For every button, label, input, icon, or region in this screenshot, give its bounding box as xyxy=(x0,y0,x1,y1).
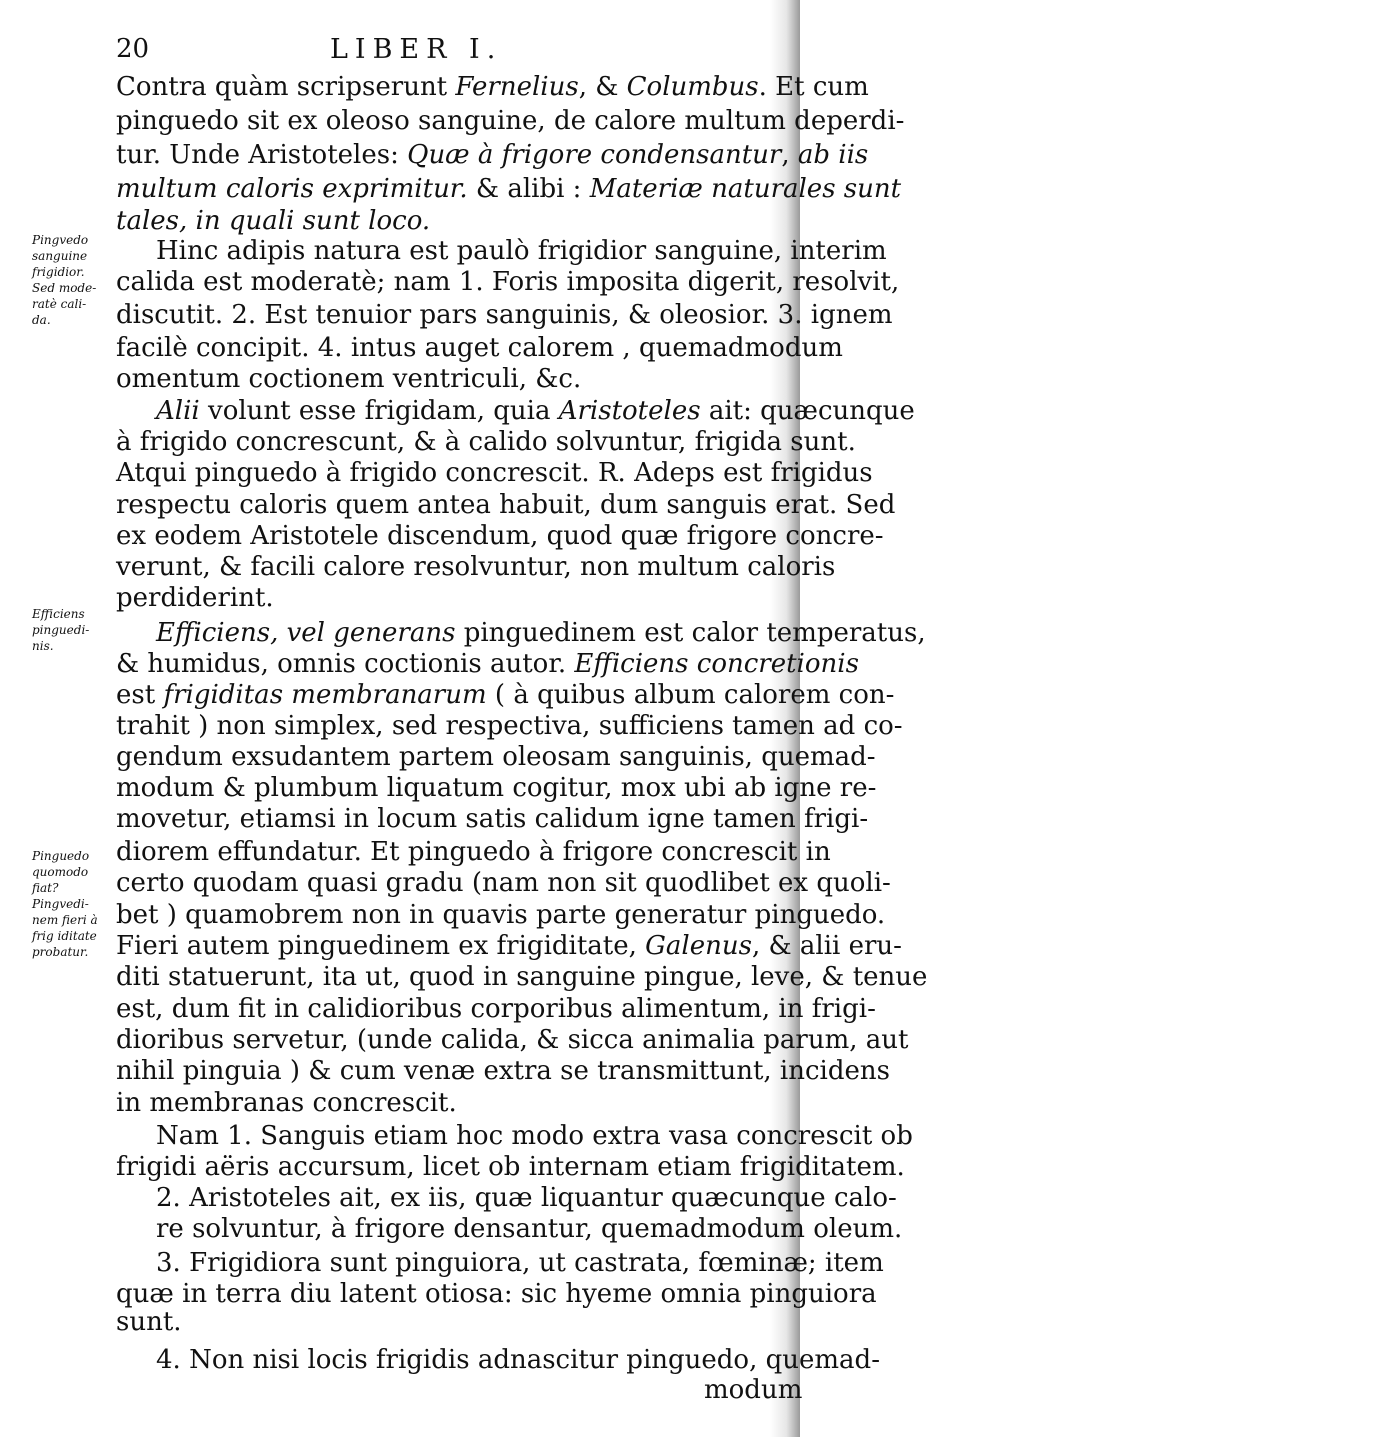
margin-note-line: Pingvedo xyxy=(32,233,89,247)
roman-text: Fieri autem pinguedinem ex frigiditate, xyxy=(116,931,646,961)
text-line xyxy=(116,960,928,994)
roman-text: ait: quæcunque xyxy=(700,396,915,426)
italic-text: frigiditas membranarum xyxy=(163,680,487,710)
roman-text: re solvuntur, à frigore densantur, quemadmodum oleum. xyxy=(156,1214,903,1244)
roman-text: frigidi aëris accursum, licet ob internam etiam frigiditatem. xyxy=(116,1152,905,1182)
roman-text: volunt esse frigidam, quia xyxy=(199,396,559,426)
roman-text: Nam 1. Sanguis etiam hoc modo extra vasa concrescit ob xyxy=(156,1121,913,1151)
roman-text: Contra quàm scripserunt xyxy=(116,72,456,102)
text-line xyxy=(116,519,884,553)
roman-text: 2. Aristoteles ait, ex iis, quæ liquantur quæcunque calo- xyxy=(156,1183,897,1213)
italic-text: ab iis xyxy=(797,140,869,170)
margin-note-line: ratè cali- xyxy=(32,297,87,311)
roman-text: est, dum fit in calidioribus corporibus alimentum, in frigi- xyxy=(116,994,876,1024)
page-number: 20 xyxy=(116,34,150,64)
roman-text: . Et cum xyxy=(758,72,869,102)
text-line xyxy=(116,70,869,104)
roman-text: movetur, etiamsi in locum satis calidum igne tamen frigi- xyxy=(116,804,869,834)
text-line xyxy=(116,709,903,743)
page-header xyxy=(0,34,800,70)
roman-text: , xyxy=(781,140,798,170)
italic-text: Fernelius xyxy=(455,72,579,102)
roman-text: Atqui pinguedo à frigido concrescit. R. Adeps est frigidus xyxy=(116,458,873,488)
italic-text: Quæ à frigore condensantur xyxy=(407,140,782,170)
text-line xyxy=(116,678,895,712)
italic-text: Columbus xyxy=(626,72,759,102)
text-line xyxy=(116,647,859,681)
roman-text: discutit. 2. Est tenuior pars sanguinis, & oleosior. 3. ignem xyxy=(116,300,893,330)
running-head: LIBER I. xyxy=(330,34,503,65)
margin-note-line: frigidior. xyxy=(32,265,85,279)
margin-note-line: quomodo xyxy=(32,865,89,879)
margin-note xyxy=(32,848,124,960)
text-line xyxy=(116,204,786,238)
margin-note xyxy=(32,606,124,654)
roman-text: est xyxy=(116,680,164,710)
text-line xyxy=(156,1119,913,1153)
roman-text: ( à quibus album calorem con- xyxy=(486,680,895,710)
text-line xyxy=(116,1305,786,1339)
text-line xyxy=(116,992,876,1026)
margin-note xyxy=(32,232,124,328)
margin-note-line: pinguedi- xyxy=(32,623,90,637)
text-line xyxy=(156,1181,897,1215)
text-line xyxy=(116,456,873,490)
text-line xyxy=(156,234,887,268)
roman-text: & alibi : xyxy=(467,174,590,204)
text-line xyxy=(116,866,891,900)
roman-text: pinguedinem est calor temperatus, xyxy=(455,618,926,648)
text-line xyxy=(116,265,900,299)
italic-text: Aristoteles xyxy=(558,396,701,426)
roman-text: respectu caloris quem antea habuit, dum sanguis erat. Sed xyxy=(116,490,896,520)
roman-text: à frigido concrescunt, & à calido solvuntur, frigida sunt. xyxy=(116,427,856,457)
roman-text: Hinc adipis natura est paulò frigidior sanguine, interim xyxy=(156,236,887,266)
roman-text: diorem effundatur. Et pinguedo à frigore concrescit in xyxy=(116,837,831,867)
roman-text: perdiderint. xyxy=(116,583,274,613)
italic-text: Alii xyxy=(156,396,200,426)
text-line xyxy=(116,488,896,522)
text-line xyxy=(156,1212,903,1246)
roman-text: certo quodam quasi gradu (nam non sit quodlibet ex quoli- xyxy=(116,868,891,898)
text-line xyxy=(116,771,877,805)
text-line xyxy=(116,138,869,172)
roman-text: in membranas concrescit. xyxy=(116,1088,457,1118)
text-line xyxy=(116,898,886,932)
roman-text: diti statuerunt, ita ut, quod in sanguine pingue, leve, & tenue xyxy=(116,962,928,992)
italic-text: Efficiens concretionis xyxy=(574,649,859,679)
text-line xyxy=(156,1343,880,1377)
roman-text: facilè concipit. 4. intus auget calorem , quemadmodum xyxy=(116,333,843,363)
text-line xyxy=(116,740,876,774)
roman-text: calida est moderatè; nam 1. Foris imposita digerit, resolvit, xyxy=(116,267,900,297)
text-line xyxy=(116,1086,786,1120)
text-line xyxy=(116,1150,905,1184)
margin-note-line: frig iditate xyxy=(32,929,97,943)
roman-text: dioribus servetur, (unde calida, & sicca animalia parum, aut xyxy=(116,1025,909,1055)
margin-note-line: nis. xyxy=(32,639,54,653)
text-line xyxy=(156,1246,884,1280)
margin-note-line: Efficiens xyxy=(32,607,85,621)
text-line xyxy=(116,929,902,963)
italic-text: Efficiens, vel generans xyxy=(156,618,456,648)
margin-note-line: nem fieri à xyxy=(32,913,98,927)
italic-text: Materiæ naturales sunt xyxy=(589,174,902,204)
margin-note-line: Sed mode- xyxy=(32,281,97,295)
text-line xyxy=(116,331,843,365)
roman-text: , & xyxy=(578,72,627,102)
roman-text: verunt, & facili calore resolvuntur, non multum caloris xyxy=(116,552,836,582)
text-line xyxy=(116,298,893,332)
italic-text: Galenus xyxy=(645,931,752,961)
text-line xyxy=(704,1373,1374,1407)
roman-text: pinguedo sit ex oleoso sanguine, de calore multum deperdi- xyxy=(116,106,905,136)
text-line xyxy=(116,550,836,584)
text-line xyxy=(116,425,856,459)
text-line xyxy=(116,1023,909,1057)
italic-text: multum caloris exprimitur. xyxy=(116,174,468,204)
text-line xyxy=(116,802,869,836)
roman-text: 4. Non nisi locis frigidis adnascitur pinguedo, quemad- xyxy=(156,1345,880,1375)
roman-text: ex eodem Aristotele discendum, quod quæ frigore concre- xyxy=(116,521,884,551)
text-line xyxy=(116,1054,890,1088)
margin-note-line: da. xyxy=(32,313,51,327)
text-line xyxy=(116,362,786,396)
text-line xyxy=(116,835,831,869)
text-line xyxy=(156,394,915,428)
margin-note-line: probatur. xyxy=(32,945,89,959)
text-line xyxy=(116,581,786,615)
text-line xyxy=(116,172,902,206)
roman-text: 3. Frigidiora sunt pinguiora, ut castrata, fœminæ; item xyxy=(156,1248,884,1278)
margin-note-line: fiat? xyxy=(32,881,59,895)
roman-text: modum & plumbum liquatum cogitur, mox ubi ab igne re- xyxy=(116,773,877,803)
margin-note-line: Pingvedi- xyxy=(32,897,89,911)
margin-note-line: Pinguedo xyxy=(32,849,90,863)
text-line xyxy=(116,104,905,138)
roman-text: modum xyxy=(704,1375,803,1405)
roman-text: tur. Unde Aristoteles: xyxy=(116,140,408,170)
roman-text: quæ in terra diu latent otiosa: sic hyeme omnia pinguiora xyxy=(116,1279,877,1309)
roman-text: , & alii eru- xyxy=(751,931,902,961)
roman-text: omentum coctionem ventriculi, &c. xyxy=(116,364,582,394)
roman-text: trahit ) non simplex, sed respectiva, sufficiens tamen ad co- xyxy=(116,711,903,741)
roman-text: sunt. xyxy=(116,1307,182,1337)
roman-text: & humidus, omnis coctionis autor. xyxy=(116,649,575,679)
text-line xyxy=(156,616,926,650)
italic-text: tales, in quali sunt loco. xyxy=(116,206,431,236)
margin-note-line: sanguine xyxy=(32,249,88,263)
roman-text: gendum exsudantem partem oleosam sanguinis, quemad- xyxy=(116,742,876,772)
roman-text: bet ) quamobrem non in quavis parte generatur pinguedo. xyxy=(116,900,886,930)
roman-text: nihil pinguia ) & cum venæ extra se transmittunt, incidens xyxy=(116,1056,890,1086)
